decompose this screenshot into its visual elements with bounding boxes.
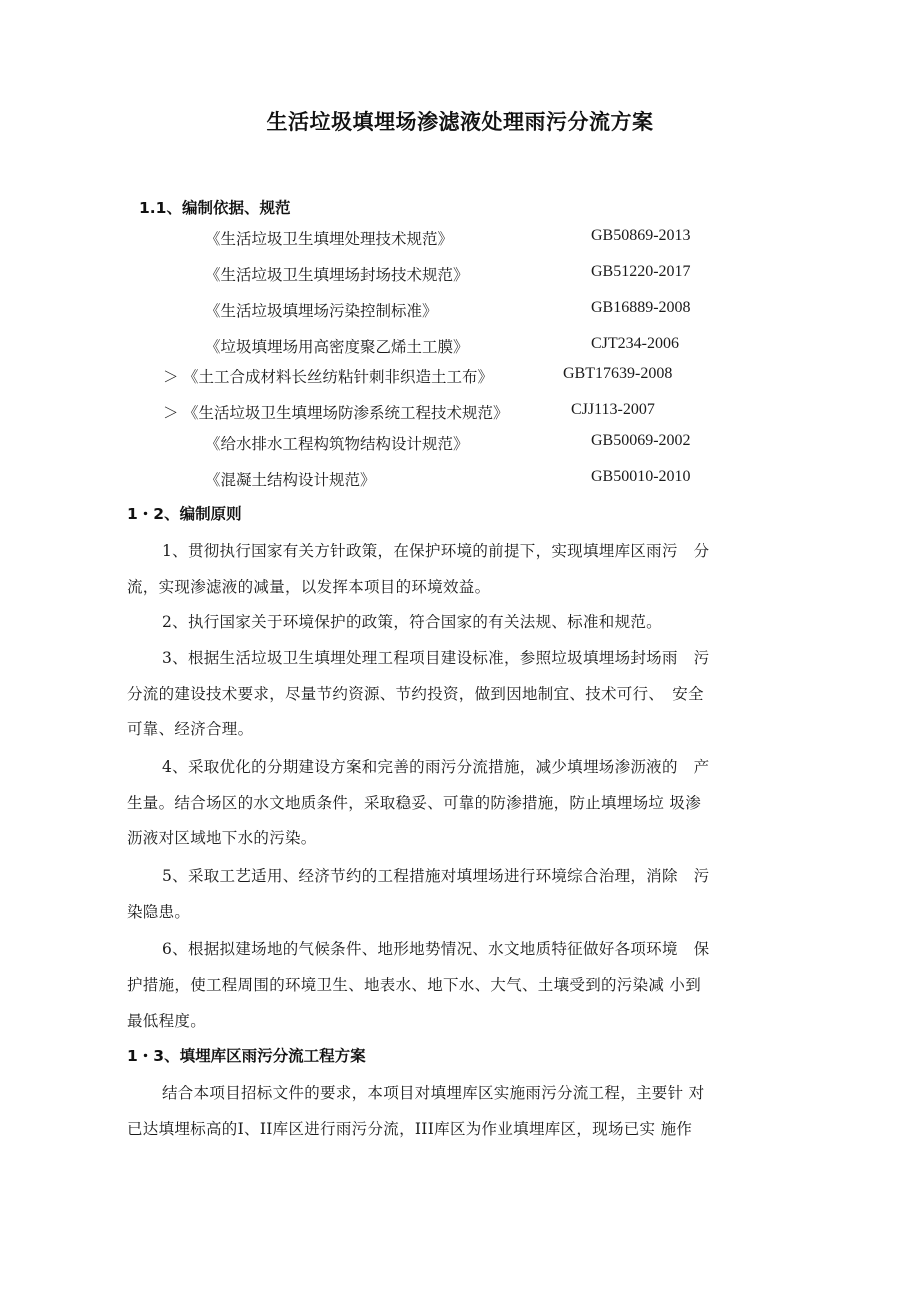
paragraph-line: 护措施，使工程周围的环境卫生、地表水、地下水、大气、土壤受到的污染减 小到 — [127, 976, 702, 994]
reference-name: 《垃圾填埋场用高密度聚乙烯土工膜》 — [205, 338, 469, 356]
reference-code: GB50869-2013 — [591, 227, 691, 244]
reference-code: GBT17639-2008 — [563, 365, 673, 382]
paragraph-line: 可靠、经济合理。 — [127, 720, 254, 738]
reference-code: GB51220-2017 — [591, 263, 691, 280]
reference-name: 《土工合成材料长丝纺粘针刺非织造土工布》 — [183, 368, 494, 386]
paragraph-line: 6、根据拟建场地的气候条件、地形地势情况、水文地质特征做好各项环境 保 — [162, 940, 710, 958]
paragraph-line: 结合本项目招标文件的要求，本项目对填埋库区实施雨污分流工程，主要针 对 — [162, 1084, 705, 1102]
section-heading-1-3: 1・3、填埋库区雨污分流工程方案 — [127, 1047, 366, 1065]
bullet-marker: ＞ — [163, 404, 179, 422]
paragraph-line: 生量。结合场区的水文地质条件，采取稳妥、可靠的防渗措施，防止填埋场垃 圾渗 — [127, 794, 702, 812]
bullet-marker: ＞ — [163, 368, 179, 386]
paragraph-line: 染隐患。 — [127, 903, 191, 921]
reference-name: 《生活垃圾卫生填埋处理技术规范》 — [205, 230, 454, 248]
paragraph-line: 已达填埋标高的I、II库区进行雨污分流，III库区为作业填埋库区，现场已实 施作 — [127, 1120, 693, 1138]
paragraph-line: 流，实现渗滤液的减量，以发挥本项目的环境效益。 — [127, 578, 491, 596]
section-heading-1-1: 1.1、编制依据、规范 — [139, 199, 291, 217]
paragraph-line: 分流的建设技术要求，尽量节约资源、节约投资，做到因地制宜、技术可行、 安全 — [127, 685, 704, 703]
reference-name: 《给水排水工程构筑物结构设计规范》 — [205, 435, 469, 453]
reference-name: 《生活垃圾填埋场污染控制标准》 — [205, 302, 438, 320]
reference-name: 《混凝土结构设计规范》 — [205, 471, 376, 489]
paragraph-line: 沥液对区域地下水的污染。 — [127, 829, 317, 847]
reference-name: 《生活垃圾卫生填埋场封场技术规范》 — [205, 266, 469, 284]
reference-code: GB50010-2010 — [591, 468, 691, 485]
reference-code: GB16889-2008 — [591, 299, 691, 316]
paragraph-line: 5、采取工艺适用、经济节约的工程措施对填埋场进行环境综合治理，消除 污 — [162, 867, 710, 885]
paragraph-line: 4、采取优化的分期建设方案和完善的雨污分流措施，减少填埋场渗沥液的 产 — [162, 758, 710, 776]
paragraph-line: 最低程度。 — [127, 1012, 207, 1030]
reference-code: GB50069-2002 — [591, 432, 691, 449]
paragraph-line: 3、根据生活垃圾卫生填埋处理工程项目建设标准，参照垃圾填埋场封场雨 污 — [162, 649, 710, 667]
reference-code: CJT234-2006 — [591, 335, 679, 352]
reference-name: 《生活垃圾卫生填埋场防渗系统工程技术规范》 — [183, 404, 509, 422]
reference-code: CJJ113-2007 — [571, 401, 655, 418]
paragraph-line: 1、贯彻执行国家有关方针政策，在保护环境的前提下，实现填埋库区雨污 分 — [162, 542, 710, 560]
document-title: 生活垃圾填埋场渗滤液处理雨污分流方案 — [266, 110, 654, 134]
section-heading-1-2: 1・2、编制原则 — [127, 505, 242, 523]
paragraph-line: 2、执行国家关于环境保护的政策，符合国家的有关法规、标准和规范。 — [162, 613, 662, 631]
